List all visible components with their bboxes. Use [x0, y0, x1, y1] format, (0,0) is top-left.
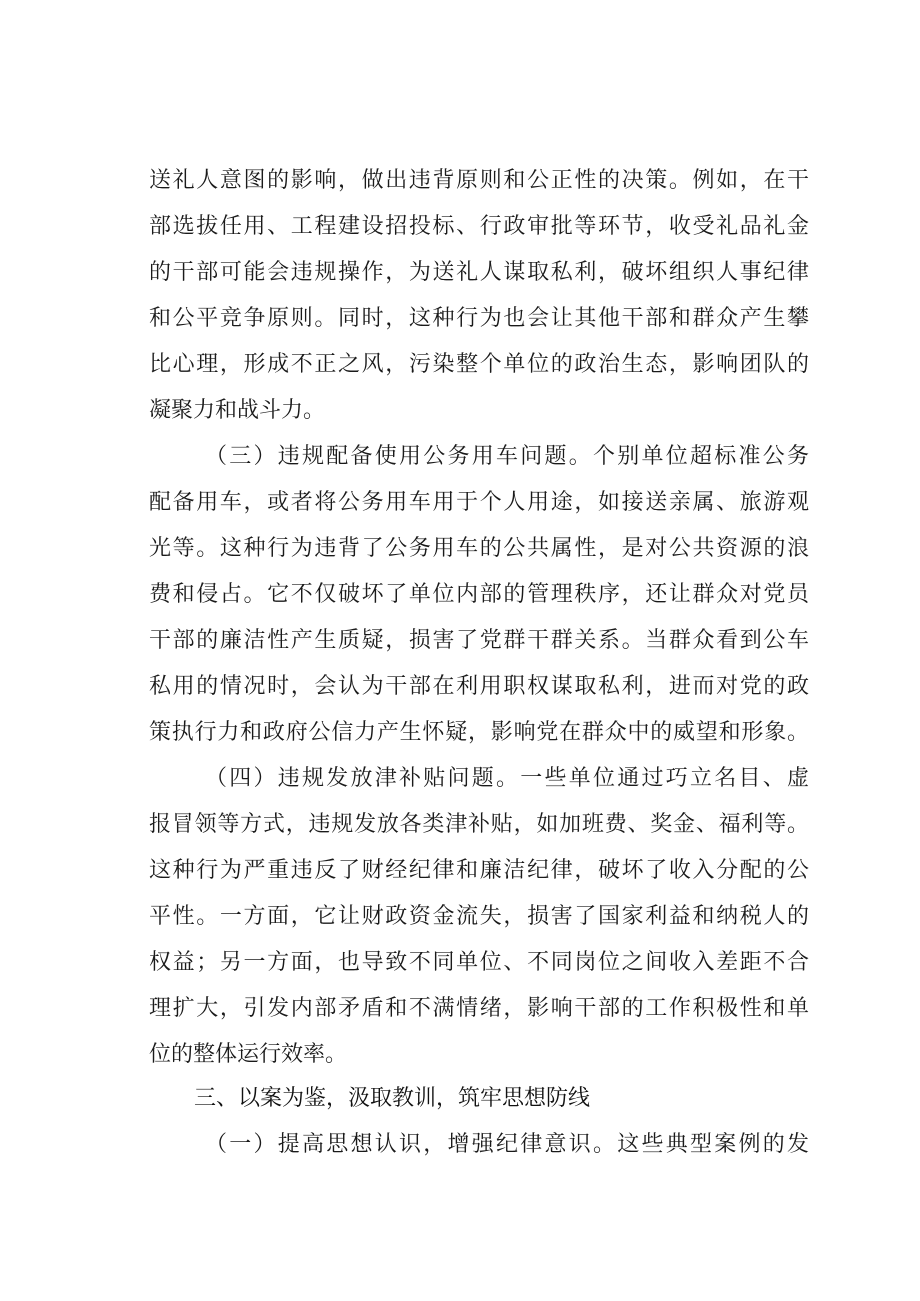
paragraph-3-line-2: 报冒领等方式，违规发放各类津补贴，如加班费、奖金、福利等。	[149, 812, 809, 837]
paragraph-1-line-5: 比心理，形成不正之风，污染整个单位的政治生态，影响团队的	[149, 352, 809, 377]
paragraph-3-line-1: （四）违规发放津补贴问题。一些单位通过巧立名目、虚	[205, 766, 809, 791]
paragraph-1-line-1: 送礼人意图的影响，做出违背原则和公正性的决策。例如，在干	[149, 168, 809, 193]
paragraph-1-line-4: 和公平竞争原则。同时，这种行为也会让其他干部和群众产生攀	[149, 306, 809, 331]
paragraph-3-line-6: 理扩大，引发内部矛盾和不满情绪，影响干部的工作积极性和单	[149, 996, 809, 1021]
paragraph-1-line-2: 部选拔任用、工程建设招投标、行政审批等环节，收受礼品礼金	[149, 214, 809, 239]
paragraph-1-line-3: 的干部可能会违规操作，为送礼人谋取私利，破坏组织人事纪律	[149, 260, 809, 285]
paragraph-2-line-6: 私用的情况时，会认为干部在利用职权谋取私利，进而对党的政	[149, 674, 809, 699]
paragraph-2-line-2: 配备用车，或者将公务用车用于个人用途，如接送亲属、旅游观	[149, 490, 809, 515]
paragraph-1-line-6: 凝聚力和战斗力。	[149, 398, 326, 423]
paragraph-3-line-4: 平性。一方面，它让财政资金流失，损害了国家利益和纳税人的	[149, 904, 809, 929]
paragraph-3-line-3: 这种行为严重违反了财经纪律和廉洁纪律，破坏了收入分配的公	[149, 858, 809, 883]
paragraph-2-line-1: （三）违规配备使用公务用车问题。个别单位超标准公务	[205, 444, 809, 469]
paragraph-2-line-4: 费和侵占。它不仅破坏了单位内部的管理秩序，还让群众对党员	[149, 582, 809, 607]
paragraph-3-line-5: 权益；另一方面，也导致不同单位、不同岗位之间收入差距不合	[149, 950, 809, 975]
paragraph-2-line-3: 光等。这种行为违背了公务用车的公共属性，是对公共资源的浪	[149, 536, 809, 561]
paragraph-4-line-1: （一）提高思想认识，增强纪律意识。这些典型案例的发	[205, 1132, 809, 1157]
paragraph-2-line-7: 策执行力和政府公信力产生怀疑，影响党在群众中的威望和形象。	[149, 720, 809, 745]
section-heading: 三、以案为鉴，汲取教训，筑牢思想防线	[194, 1086, 591, 1111]
paragraph-2-line-5: 干部的廉洁性产生质疑，损害了党群干群关系。当群众看到公车	[149, 628, 809, 653]
paragraph-3-line-7: 位的整体运行效率。	[149, 1042, 348, 1067]
